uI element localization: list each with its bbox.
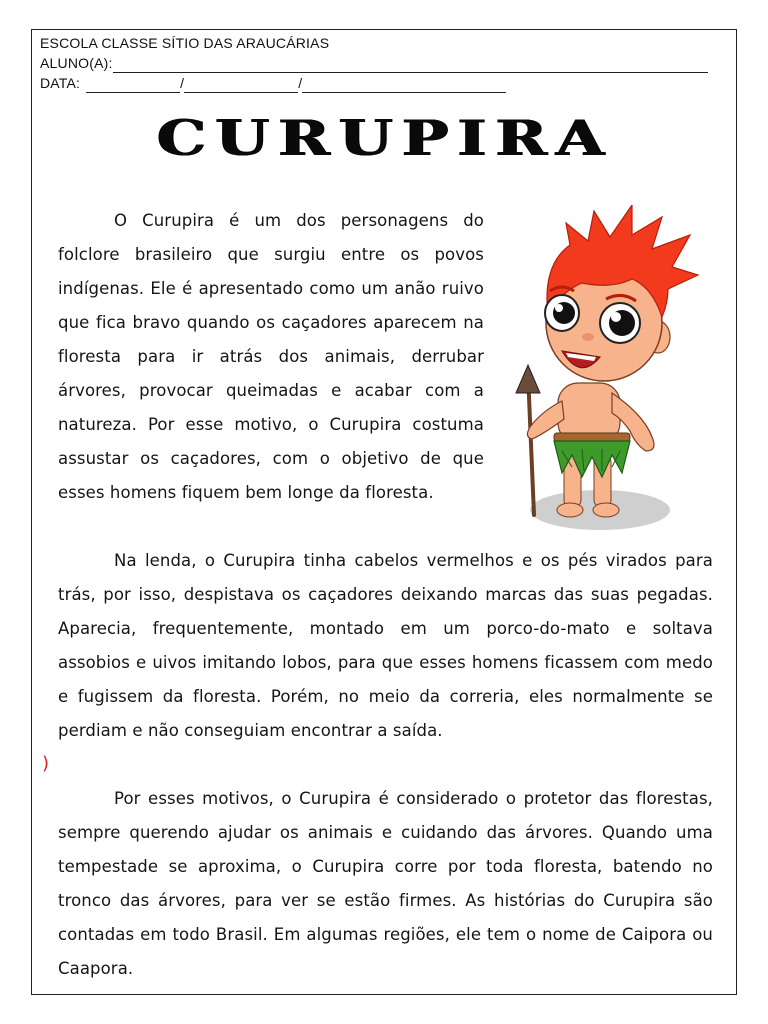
student-name-blank[interactable] xyxy=(113,58,708,73)
student-label: ALUNO(A): xyxy=(40,55,113,71)
paragraph-text: Na lenda, o Curupira tinha cabelos vermelhos e os pés virados para trás, por isso, despistava os caçadores deixando marcas das suas pegadas. Aparecia, frequentemente, montado em um porco-do-mato e soltava assobios e uivos imitando lobos, para que esses homens ficassem com medo e fugissem da floresta. Porém, no meio da correria, eles normalmente se perdiam e não conseguiam encontrar a saída. xyxy=(58,551,713,740)
date-separator: / xyxy=(180,75,185,91)
date-year-blank[interactable] xyxy=(302,78,506,93)
worksheet-header xyxy=(40,33,720,93)
school-line xyxy=(40,33,720,53)
school-name: ESCOLA CLASSE SÍTIO DAS ARAUCÁRIAS xyxy=(40,35,330,51)
date-line xyxy=(40,73,720,93)
paragraph-text: O Curupira é um dos personagens do folclore brasileiro que surgiu entre os povos indígenas. Ele é apresentado como um anão ruivo que fica bravo quando os caçadores aparecem na floresta para ir atrás dos animais, derrubar árvores, provocar queimadas e acabar com a natureza. Por esse motivo, o Curupira costuma assustar os caçadores, com o objetivo de que esses homens fiquem bem longe da floresta. xyxy=(58,211,484,502)
date-label: DATA: xyxy=(40,75,81,91)
page-title: CURUPIRA xyxy=(156,110,614,167)
student-line xyxy=(40,53,720,73)
paragraph-text: Por esses motivos, o Curupira é considerado o protetor das florestas, sempre querendo ajudar os animais e cuidando das árvores. Quando uma tempestade se aproxima, o Curupira corre por toda floresta, batendo no tronco das árvores, para ver se estão firmes. As histórias do Curupira são contadas em todo Brasil. Em algumas regiões, ele tem o nome de Caipora ou Caapora. xyxy=(58,789,713,978)
curupira-illustration xyxy=(512,205,712,535)
paragraph-1 xyxy=(58,204,484,510)
date-separator: / xyxy=(298,75,303,91)
paragraph-2 xyxy=(58,544,713,748)
margin-mark: ) xyxy=(42,753,50,774)
curupira-character-icon xyxy=(512,205,712,535)
paragraph-3 xyxy=(58,782,713,986)
date-month-blank[interactable] xyxy=(184,78,298,93)
date-day-blank[interactable] xyxy=(86,78,180,93)
